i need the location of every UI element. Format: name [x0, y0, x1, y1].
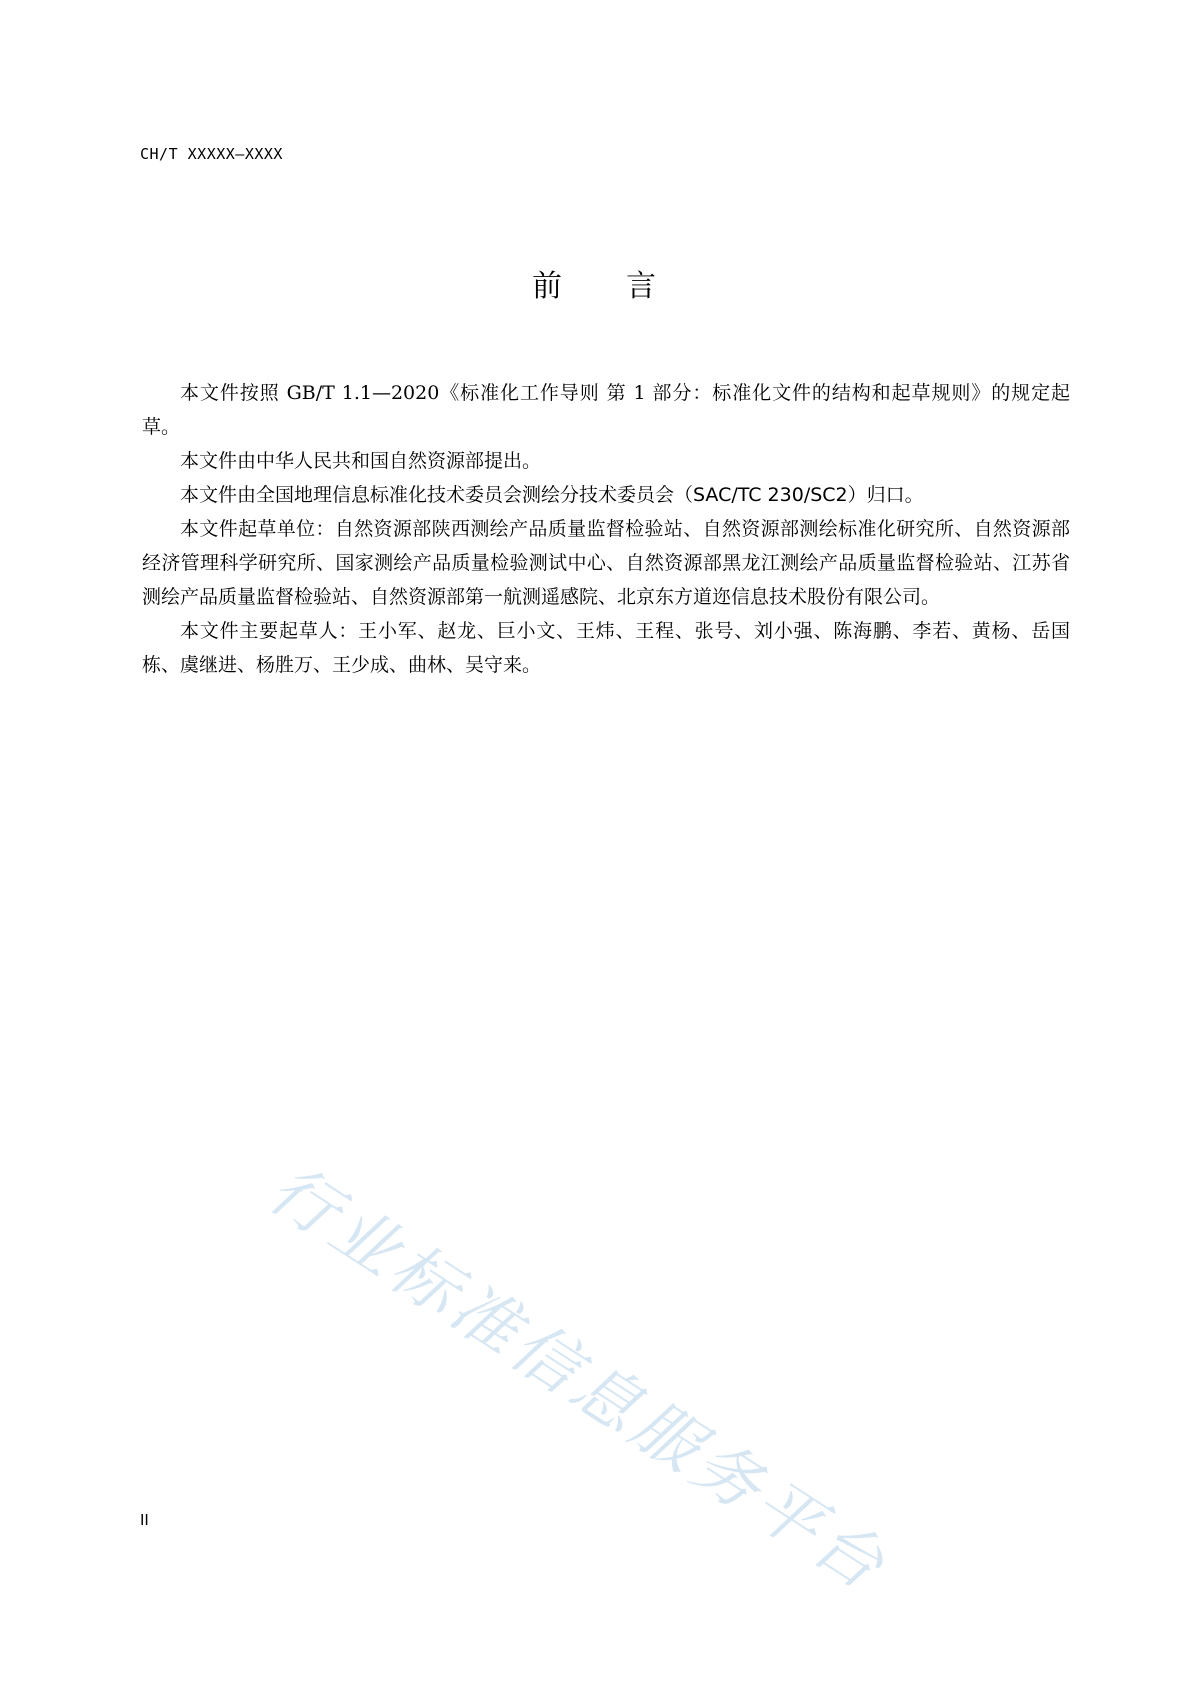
foreword-body [142, 376, 1070, 682]
page-number: II [140, 1511, 149, 1529]
title-char-2: 言 [626, 269, 658, 304]
paragraph-proposer: 本文件由中华人民共和国自然资源部提出。 [180, 450, 542, 472]
standard-code: CH/T XXXXX—XXXX [140, 145, 283, 163]
administration-suffix: ）归口。 [847, 484, 924, 506]
watermark-text: 行业标准信息服务平台 [255, 1150, 902, 1607]
paragraph-drafters: 本文件主要起草人：王小军、赵龙、巨小文、王炜、王程、张号、刘小强、陈海鹏、李若、黄杨、岳国栋、虞继进、杨胜万、王少成、曲林、吴守来。 [142, 620, 1070, 676]
title-char-1: 前 [532, 269, 564, 304]
watermark [254, 1138, 910, 1610]
paragraph-administration [142, 478, 1070, 512]
administration-prefix: 本文件由全国地理信息标准化技术委员会测绘分技术委员会（ [180, 484, 694, 506]
paragraph-drafting-basis: 本文件按照 GB/T 1.1—2020《标准化工作导则 第 1 部分：标准化文件的结构和起草规则》的规定起草。 [142, 382, 1070, 438]
page-title [0, 268, 1190, 306]
committee-code: SAC/TC 230/SC2 [693, 484, 848, 506]
paragraph-drafting-units: 本文件起草单位：自然资源部陕西测绘产品质量监督检验站、自然资源部测绘标准化研究所、自然资源部经济管理科学研究所、国家测绘产品质量检验测试中心、自然资源部黑龙江测绘产品质量监督检验站、江苏省测绘产品质量监督检验站、自然资源部第一航测遥感院、北京东方道迩信息技术股份有限公司。 [142, 518, 1070, 608]
